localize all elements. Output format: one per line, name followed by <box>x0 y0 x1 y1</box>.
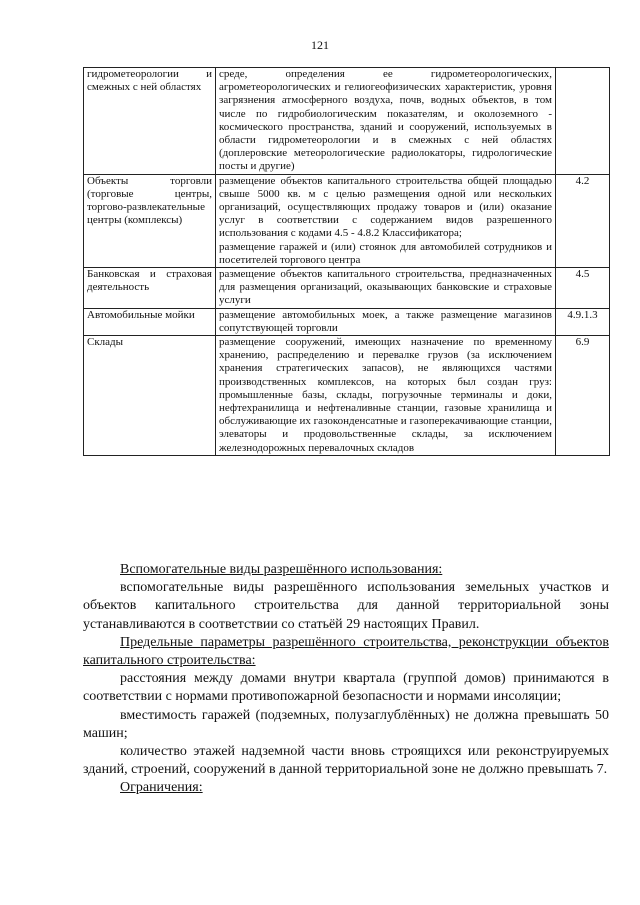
table-row <box>84 336 610 456</box>
limits-paragraph: вместимость гаражей (подземных, полузаглублённых) не должна превышать 50 машин; <box>83 707 609 741</box>
use-name-cell: гидрометеорологии и смежных с ней областях <box>84 68 216 175</box>
table-row <box>84 308 610 335</box>
use-description: размещение гаражей и (или) стоянок для автомобилей сотрудников и посетителей торгового центра <box>219 240 552 266</box>
use-description-cell <box>216 268 556 309</box>
limits-paragraph: расстояния между домами внутри квартала (группой домов) принимаются в соответствии с нормами противопожарной безопасности и нормами инсоляции; <box>83 671 609 705</box>
restrictions-heading: Ограничения: <box>120 780 203 796</box>
use-code-cell: 4.5 <box>556 268 610 309</box>
page-number: 121 <box>311 38 329 52</box>
table-row <box>84 174 610 267</box>
body-text <box>83 561 609 798</box>
use-description: размещение объектов капитального строительства общей площадью свыше 5000 кв. м с целью размещения одной или нескольких организаций, осуществляющих продажу товаров и (или) оказание услуг в соответствии с содержанием видов разрешенного использования с кодами 4.5 - 4.8.2 Классификатора; <box>219 174 552 240</box>
use-name-cell: Автомобильные мойки <box>84 308 216 335</box>
use-name-cell: Банковская и страховая деятельность <box>84 268 216 309</box>
use-description: размещение сооружений, имеющих назначение по временному хранению, распределению и перевалке грузов (за исключением хранения стратегических запасов), не являющихся частями производственных комплексов, на которых был создан груз: промышленные базы, склады, погрузочные терминалы и доки, нефтехранилища и нефтеналивные станции, газовые хранилища и обслуживающие их газоконденсатные и газоперекачивающие станции, элеваторы и продовольственные склады, за исключением железнодорожных перевалочных складов <box>219 336 552 454</box>
use-code-cell: 4.2 <box>556 174 610 267</box>
use-code-cell <box>556 68 610 175</box>
use-code-cell: 6.9 <box>556 336 610 456</box>
limits-heading: Предельные параметры разрешённого строительства, реконструкции объектов капитального строительства: <box>83 634 609 669</box>
table-row <box>84 68 610 175</box>
use-description: среде, определения ее гидрометеорологических, агрометеорологических и гелиогеофизических характеристик, уровня загрязнения атмосферного воздуха, почв, водных объектов, в том числе по гидробиологическим показателям, и околоземного - космического пространства, зданий и сооружений, используемых в области гидрометеорологии и в смежных с ней областях (доплеровские метеорологические радиолокаторы, гидрологические посты и другие) <box>219 68 552 173</box>
use-description: размещение объектов капитального строительства, предназначенных для размещения организаций, оказывающих банковские и страховые услуги <box>219 268 552 307</box>
limits-paragraph: количество этажей надземной части вновь строящихся или реконструируемых зданий, строений, сооружений в данной территориальной зоне не должно превышать 7. <box>83 744 609 778</box>
use-description-cell <box>216 174 556 267</box>
use-description: размещение автомобильных моек, а также размещение магазинов сопутствующей торговли <box>219 308 552 334</box>
use-description-cell <box>216 308 556 335</box>
use-name-cell: Объекты торговли (торговые центры, торгово-развлекательные центры (комплексы) <box>84 174 216 267</box>
use-description-cell <box>216 68 556 175</box>
aux-uses-heading: Вспомогательные виды разрешённого использования: <box>120 562 443 577</box>
permitted-use-table <box>83 67 610 456</box>
aux-uses-paragraph: вспомогательные виды разрешённого использования земельных участков и объектов капитального строительства для данной территориальной зоны устанавливаются в соответствии со статьёй 29 настоящих Правил. <box>83 580 609 632</box>
use-description-cell <box>216 336 556 456</box>
use-name-cell: Склады <box>84 336 216 456</box>
use-code-cell: 4.9.1.3 <box>556 308 610 335</box>
table-row <box>84 268 610 309</box>
